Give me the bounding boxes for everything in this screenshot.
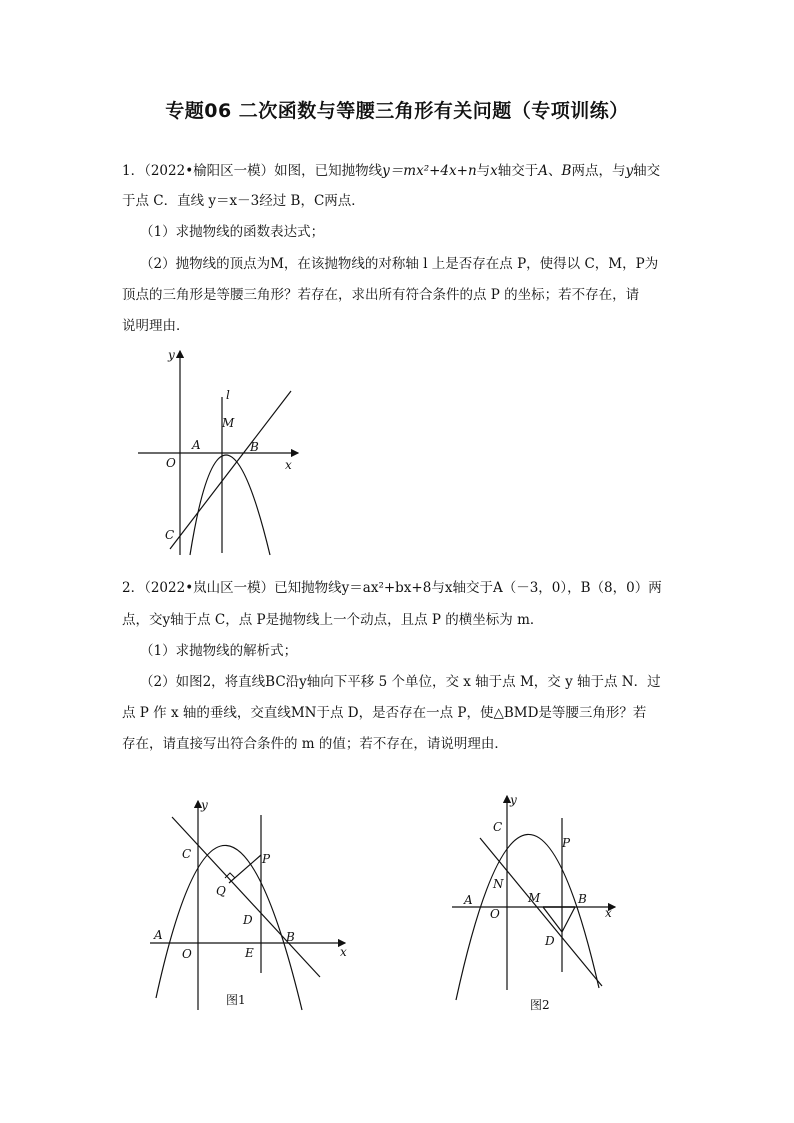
q2-sub2-line2: 点 P 作 x 轴的垂线，交直线MN于点 D，是否存在一点 P，使△BMD是等腰三角形？若: [122, 705, 647, 721]
fig1-label-y: y: [201, 798, 208, 812]
fig1-label-o: O: [182, 947, 192, 961]
q1-sub2-line3: 说明理由．: [122, 318, 190, 334]
q1-label-l: l: [226, 388, 230, 402]
fig2-label-c: C: [493, 820, 503, 834]
fig1-segment-pq: [229, 855, 261, 883]
fig1-label-d: D: [243, 913, 253, 927]
q1-sub2-line2: 顶点的三角形是等腰三角形？若存在，求出所有符合条件的点 P 的坐标；若不存在，请: [122, 287, 640, 303]
q1-sub2-line1: （2）抛物线的顶点为M，在该抛物线的对称轴 l 上是否存在点 P，使得以 C，M，P为: [140, 256, 659, 272]
fig1-label-q: Q: [216, 884, 226, 898]
q1-label-b: B: [250, 440, 259, 454]
q1-line-bc: [170, 391, 291, 549]
fig1-caption: 图1: [226, 993, 246, 1007]
q1-line1: 1．（2022•榆阳区一模）如图，已知抛物线y＝mx²+4x+n与x轴交于A、B两点，与y轴交: [122, 163, 661, 179]
q2-figure2: [450, 790, 630, 1020]
q1-figure: [130, 345, 310, 560]
fig2-label-a: A: [464, 893, 473, 907]
page-title: 专题06 二次函数与等腰三角形有关问题（专项训练）: [165, 100, 629, 122]
q1-label-m: M: [222, 416, 235, 430]
q2-sub1: （1）求抛物线的解析式；: [140, 643, 298, 659]
fig1-label-p: P: [262, 852, 271, 866]
fig2-label-n: N: [493, 877, 504, 891]
fig2-segment-md: [543, 907, 562, 932]
fig2-label-p: P: [562, 836, 571, 850]
fig1-label-b: B: [286, 930, 295, 944]
fig1-parabola: [156, 845, 302, 1010]
q1-label-y: y: [168, 348, 175, 362]
q2-line1: 2．（2022•岚山区一模）已知抛物线y＝ax²+bx+8与x轴交于A（－3，0），B（8，0）两: [122, 580, 662, 596]
fig2-label-d: D: [545, 934, 555, 948]
q2-sub2-line3: 存在，请直接写出符合条件的 m 的值；若不存在，请说明理由．: [122, 736, 508, 752]
q1-sub1: （1）求抛物线的函数表达式；: [140, 224, 325, 240]
q1-line2: 于点 C．直线 y＝x－3经过 B，C两点．: [122, 193, 365, 209]
q1-label-c: C: [165, 528, 175, 542]
fig2-segment-bd: [562, 907, 575, 932]
q2-figure1: [140, 795, 360, 1015]
fig2-caption: 图2: [530, 998, 550, 1012]
q1-label-x: x: [285, 458, 292, 472]
fig1-label-c: C: [182, 847, 192, 861]
fig2-label-b: B: [578, 892, 587, 906]
fig2-label-o: O: [490, 907, 500, 921]
q1-label-o: O: [166, 456, 176, 470]
fig2-label-x: x: [605, 906, 612, 920]
fig2-label-m: M: [528, 891, 541, 905]
fig2-parabola: [456, 834, 599, 1000]
fig1-label-x: x: [340, 945, 347, 959]
fig1-label-e: E: [245, 946, 254, 960]
fig2-label-y: y: [510, 793, 517, 807]
q2-line2: 点，交y轴于点 C，点 P是抛物线上一个动点，且点 P 的横坐标为 m．: [122, 612, 544, 628]
q1-label-a: A: [192, 438, 201, 452]
q2-sub2-line1: （2）如图2，将直线BC沿y轴向下平移 5 个单位，交 x 轴于点 M，交 y 轴于点 N．过: [140, 674, 661, 690]
fig1-label-a: A: [154, 928, 163, 942]
